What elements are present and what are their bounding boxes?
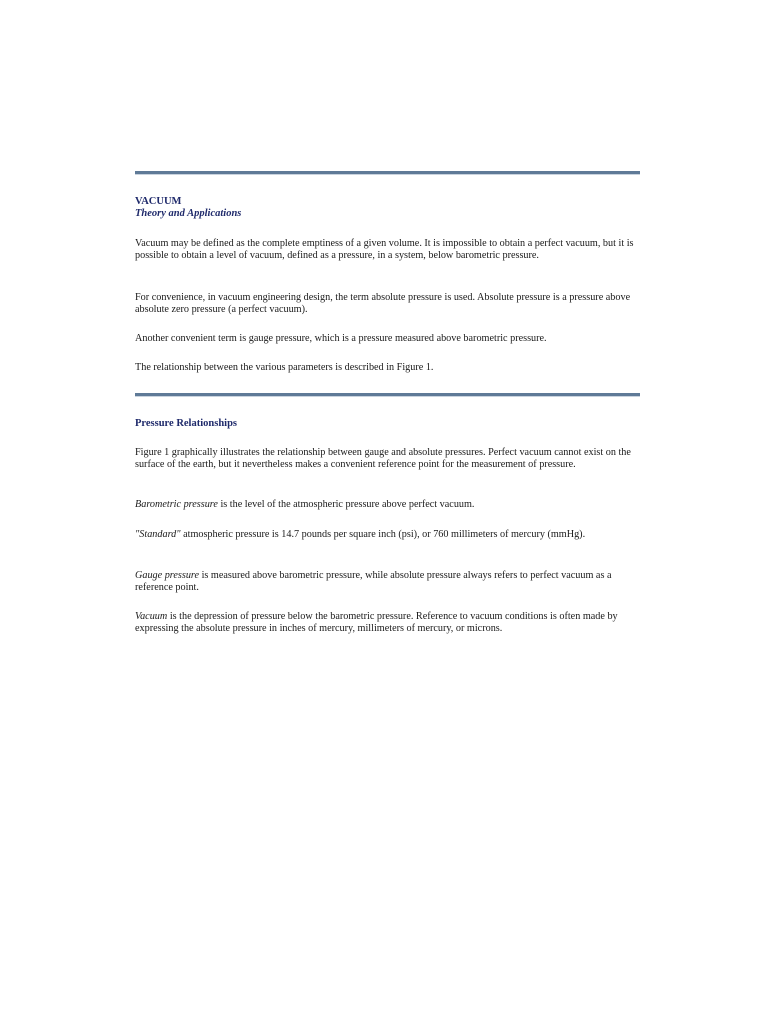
paragraph-figure-reference: The relationship between the various parameters is described in Figure 1.: [135, 362, 434, 373]
section-divider: [135, 393, 640, 397]
document-subtitle: Theory and Applications: [135, 208, 242, 219]
term-gauge-pressure: Gauge pressure: [135, 570, 200, 581]
paragraph-standard-pressure: [135, 529, 640, 541]
definition-barometric-pressure: is the level of the atmospheric pressure above perfect vacuum.: [217, 499, 475, 510]
paragraph-gauge-pressure: Another convenient term is gauge pressure, which is a pressure measured above barometric pressure.: [135, 333, 547, 344]
section-heading-pressure-relationships: Pressure Relationships: [135, 418, 237, 429]
top-divider: [135, 171, 640, 175]
paragraph-gauge-definition: [135, 570, 640, 593]
paragraph-absolute-pressure: For convenience, in vacuum engineering design, the term absolute pressure is used. Absolute pressure is a pressure above absolute zero pressure (a perfect vacuum).: [135, 292, 631, 315]
term-barometric-pressure: Barometric pressure: [135, 499, 218, 510]
paragraph-vacuum-definition: Vacuum may be defined as the complete emptiness of a given volume. It is impossible to obtain a perfect vacuum, but it is possible to obtain a level of vacuum, defined as a pressure, in a system, below barometric pressure.: [135, 238, 634, 261]
document-title: VACUUM: [135, 196, 182, 207]
paragraph-barometric-pressure: [135, 499, 640, 511]
term-standard: "Standard": [135, 529, 181, 540]
definition-gauge-pressure: is measured above barometric pressure, while absolute pressure always refers to perfect vacuum as a reference point.: [135, 570, 612, 593]
definition-standard: atmospheric pressure is 14.7 pounds per square inch (psi), or 760 millimeters of mercury (mmHg).: [180, 529, 586, 540]
term-vacuum: Vacuum: [135, 611, 168, 622]
paragraph-figure-intro: Figure 1 graphically illustrates the relationship between gauge and absolute pressures. Perfect vacuum cannot exist on the surface of the earth, but it nevertheless makes a convenient reference point for the measurement of pressure.: [135, 447, 631, 470]
paragraph-vacuum-conditions: [135, 611, 640, 634]
definition-vacuum: is the depression of pressure below the barometric pressure. Reference to vacuum conditions is often made by expressing the absolute pressure in inches of mercury, millimeters of mercury, or microns.: [135, 611, 618, 634]
